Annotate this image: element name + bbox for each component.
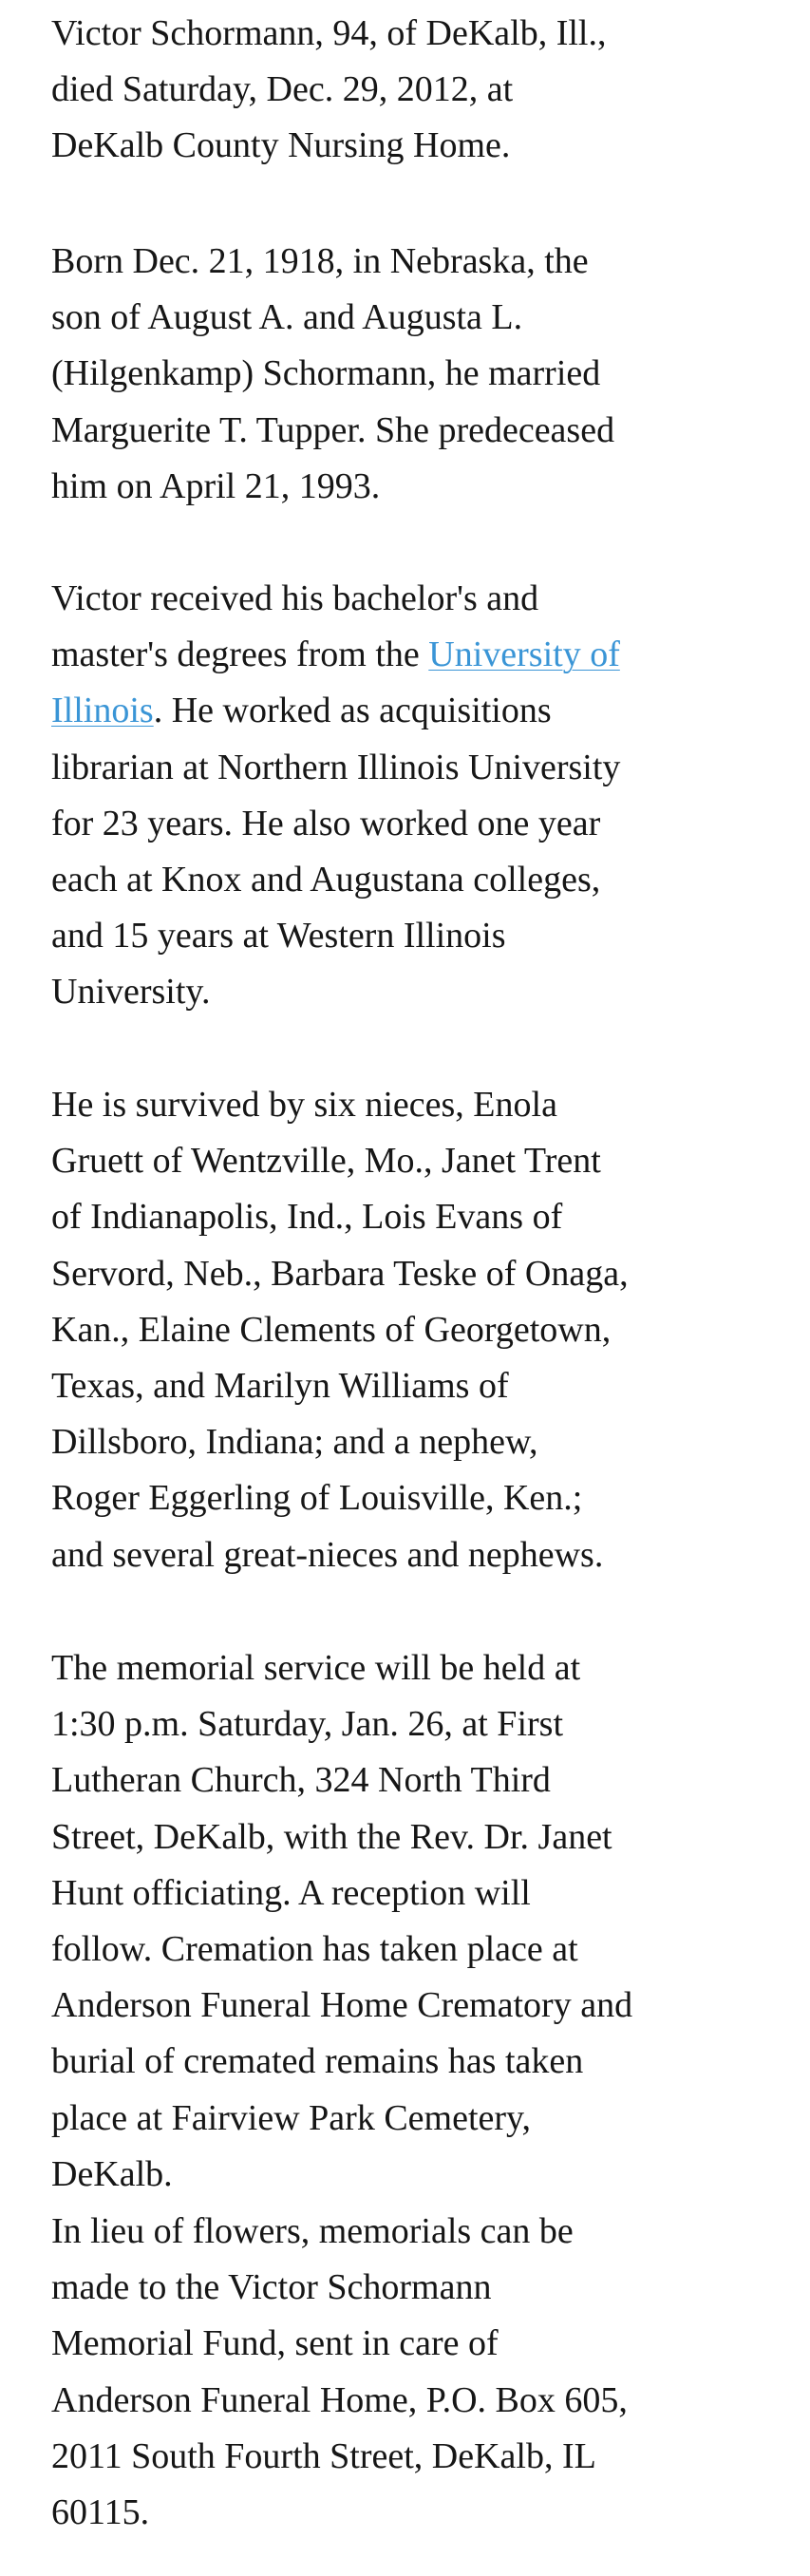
text-line: 1:30 p.m. Saturday, Jan. 26, at First	[51, 1704, 563, 1745]
text-line: him on April 21, 1993.	[51, 465, 381, 506]
text-line: Dillsboro, Indiana; and a nephew,	[51, 1422, 538, 1463]
text-line: He is survived by six nieces, Enola	[51, 1085, 557, 1125]
university-of-illinois-link-continued[interactable]: Illinois	[51, 691, 154, 731]
text-line: Born Dec. 21, 1918, in Nebraska, the	[51, 241, 589, 281]
text-line: University.	[51, 972, 211, 1013]
text-line: of Indianapolis, Ind., Lois Evans of	[51, 1197, 563, 1238]
text-line: Marguerite T. Tupper. She predeceased	[51, 409, 615, 450]
text-line: place at Fairview Park Cemetery,	[51, 2097, 532, 2138]
paragraph-memorial-service	[51, 1640, 801, 2203]
paragraph-survivors	[51, 1077, 801, 1583]
text-line	[51, 627, 801, 683]
text-line: and 15 years at Western Illinois	[51, 916, 506, 957]
text-line	[51, 683, 801, 739]
text-line: Servord, Neb., Barbara Teske of Onaga,	[51, 1253, 629, 1294]
text-line: Roger Eggerling of Louisville, Ken.;	[51, 1478, 583, 1519]
text-line: Lutheran Church, 324 North Third	[51, 1760, 551, 1801]
text-line: died Saturday, Dec. 29, 2012, at	[51, 69, 514, 110]
text-line: librarian at Northern Illinois University	[51, 747, 621, 787]
text-line: Victor Schormann, 94, of DeKalb, Ill.,	[51, 13, 607, 53]
text-segment: master's degrees from the	[51, 635, 429, 675]
text-line: Hunt officiating. A reception will	[51, 1872, 531, 1913]
text-line: Kan., Elaine Clements of Georgetown,	[51, 1309, 612, 1350]
text-line: Memorial Fund, sent in care of	[51, 2323, 499, 2364]
paragraph-memorials	[51, 2204, 801, 2541]
text-line: In lieu of flowers, memorials can be	[51, 2211, 574, 2251]
text-line: son of August A. and Augusta L.	[51, 297, 523, 338]
text-line: Street, DeKalb, with the Rev. Dr. Janet	[51, 1816, 612, 1857]
text-line: for 23 years. He also worked one year	[51, 803, 601, 843]
text-line: 60115.	[51, 2492, 150, 2533]
text-line: DeKalb.	[51, 2153, 173, 2194]
text-line: Anderson Funeral Home Crematory and	[51, 1985, 633, 2026]
text-line: (Hilgenkamp) Schormann, he married	[51, 353, 601, 394]
paragraph-birth-and-family	[51, 234, 801, 515]
text-line: follow. Cremation has taken place at	[51, 1929, 578, 1970]
text-line: burial of cremated remains has taken	[51, 2041, 584, 2082]
text-line: each at Knox and Augustana colleges,	[51, 860, 601, 900]
text-line: made to the Victor Schormann	[51, 2267, 492, 2308]
text-segment: . He worked as acquisitions	[153, 691, 552, 731]
paragraph-education-and-career	[51, 571, 801, 1021]
text-line: and several great-nieces and nephews.	[51, 1534, 604, 1575]
text-line: Victor received his bachelor's and	[51, 578, 539, 618]
text-line: Texas, and Marilyn Williams of	[51, 1366, 509, 1407]
text-line: 2011 South Fourth Street, DeKalb, IL	[51, 2435, 596, 2476]
text-line: Anderson Funeral Home, P.O. Box 605,	[51, 2379, 628, 2420]
text-line: The memorial service will be held at	[51, 1648, 581, 1688]
university-of-illinois-link[interactable]: University of	[428, 635, 620, 675]
text-line: Gruett of Wentzville, Mo., Janet Trent	[51, 1141, 601, 1182]
text-line: DeKalb County Nursing Home.	[51, 125, 511, 166]
paragraph-death-notice	[51, 6, 801, 175]
